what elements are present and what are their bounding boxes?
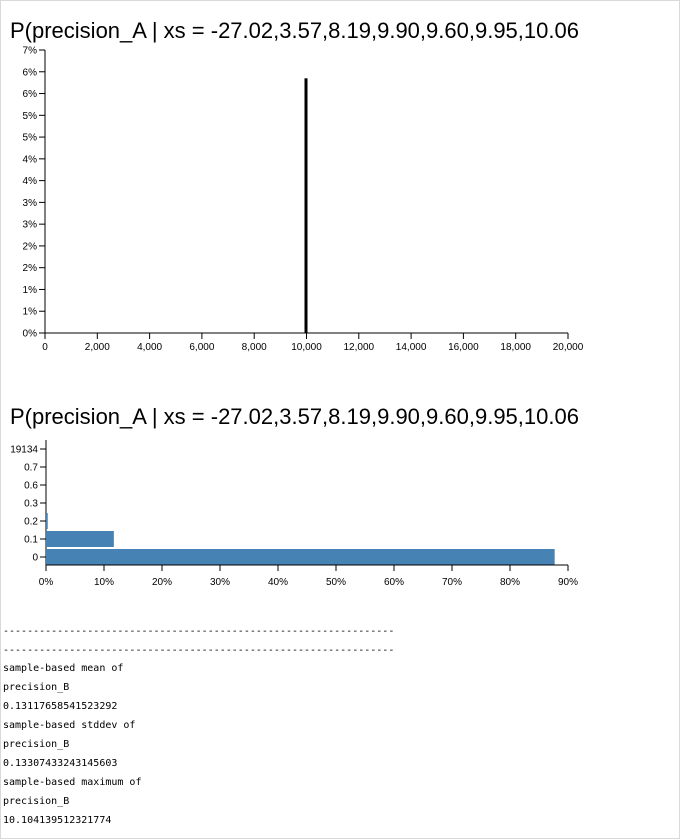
y-tick-label: 6%	[22, 67, 37, 79]
x-tick-label: 10,000	[291, 342, 322, 353]
output-line-variable: precision_B	[3, 796, 70, 807]
x-tick-label: 4,000	[137, 342, 163, 353]
y-tick-label: 2%	[22, 241, 37, 253]
x-tick-label: 40%	[267, 577, 289, 588]
output-line-mean-label: sample-based mean of	[3, 663, 124, 674]
output-line-variable: precision_B	[3, 739, 70, 750]
x-tick-label: 0%	[38, 577, 54, 588]
x-tick-label: 60%	[383, 577, 405, 588]
x-tick-label: 6,000	[189, 342, 215, 353]
x-tick-label: 30%	[209, 577, 231, 588]
y-tick-label: 4%	[22, 176, 37, 188]
x-tick-label: 80%	[499, 577, 521, 588]
chart-title-1: P(precision_A | xs = -27.02,3.57,8.19,9.90,9.60,9.95,10.06	[10, 18, 579, 43]
y-tick-label: 3%	[22, 197, 37, 209]
output-line-max-label: sample-based maximum of	[3, 777, 142, 788]
y-tick-label: 0%	[22, 328, 37, 340]
x-tick-label: 20,000	[552, 342, 584, 353]
y-tick-label: 7%	[22, 45, 37, 57]
separator-line: -----------------------------------------------------------------	[3, 645, 395, 656]
y-tick-label: 0.7	[24, 462, 38, 474]
y-tick-label: 19134	[10, 444, 38, 456]
x-tick-label: 2,000	[84, 342, 110, 353]
bar	[46, 549, 555, 565]
separator-line: -----------------------------------------------------------------	[3, 626, 395, 637]
x-tick-label: 18,000	[500, 342, 531, 353]
y-tick-label: 1%	[22, 284, 37, 296]
x-tick-label: 20%	[151, 577, 173, 588]
x-tick-label: 16,000	[448, 342, 479, 353]
y-tick-label: 2%	[22, 263, 37, 275]
output-line-stddev-label: sample-based stddev of	[3, 720, 136, 731]
x-tick-label: 8,000	[241, 342, 267, 353]
output-line-max-value: 10.104139512321774	[3, 815, 112, 826]
x-tick-label: 12,000	[343, 342, 375, 353]
y-tick-label: 4%	[22, 154, 37, 166]
y-tick-label: 5%	[22, 110, 37, 122]
y-tick-label: 1%	[22, 306, 37, 318]
y-tick-label: 0	[32, 552, 38, 564]
y-tick-label: 6%	[22, 89, 37, 101]
output-line-stddev-value: 0.13307433243145603	[3, 758, 118, 769]
x-tick-label: 70%	[441, 577, 463, 588]
x-tick-label: 90%	[557, 577, 579, 588]
x-tick-label: 50%	[325, 577, 347, 588]
bar	[46, 531, 114, 547]
y-tick-label: 5%	[22, 132, 37, 144]
x-tick-label: 14,000	[395, 342, 427, 353]
y-tick-label: 0.3	[24, 498, 38, 510]
y-tick-label: 0.2	[24, 516, 38, 528]
y-tick-label: 3%	[22, 219, 37, 231]
y-tick-label: 0.1	[24, 534, 38, 546]
x-tick-label: 0	[42, 342, 48, 353]
output-line-variable: precision_B	[3, 682, 70, 693]
x-tick-label: 10%	[93, 577, 115, 588]
bar	[46, 513, 48, 529]
output-line-mean-value: 0.13117658541523292	[3, 701, 118, 712]
y-tick-label: 0.6	[24, 480, 38, 492]
chart-title-2: P(precision_A | xs = -27.02,3.57,8.19,9.90,9.60,9.95,10.06	[10, 404, 579, 429]
